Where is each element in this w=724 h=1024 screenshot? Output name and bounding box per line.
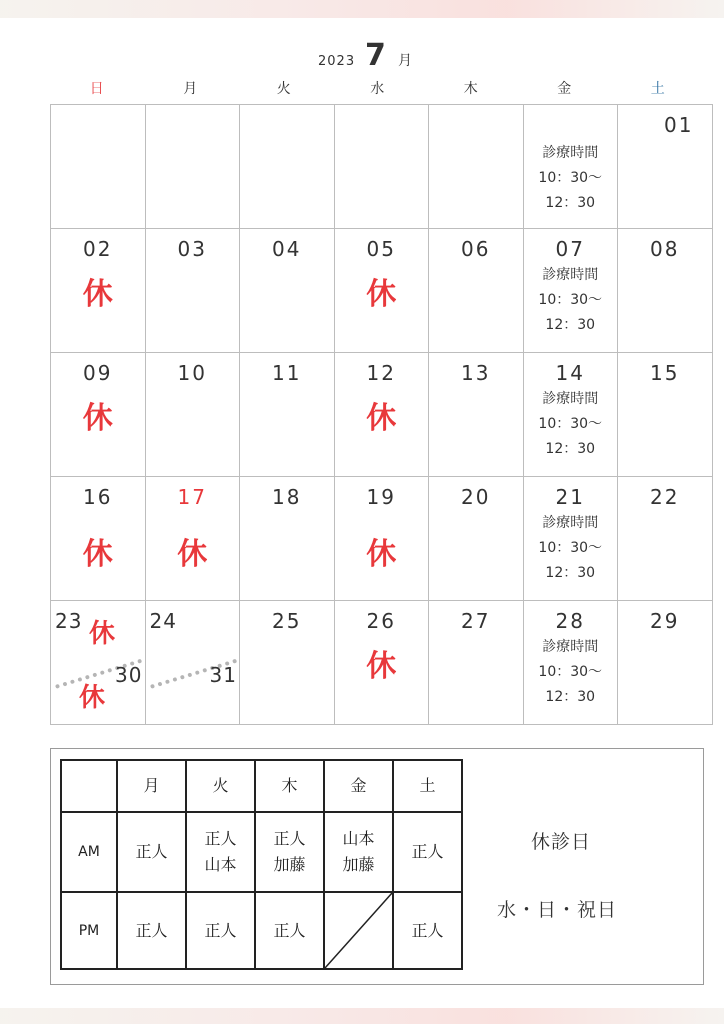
day-number: 31 [209, 663, 237, 687]
hours-label: 診療時間 [542, 267, 599, 283]
day-number: 10 [177, 361, 207, 385]
week-row [51, 229, 713, 353]
day-cell-14 [523, 353, 618, 477]
day-number: 23 [55, 609, 83, 633]
pm-sat: 正人 [393, 892, 462, 969]
hours-end: 12：30 [545, 689, 596, 705]
weekday-wed: 水 [370, 81, 385, 97]
hours-end: 12：30 [545, 565, 596, 581]
schedule-header-thu: 木 [255, 760, 324, 812]
day-number: 22 [650, 485, 680, 509]
week-row [51, 477, 713, 601]
year-label: 2023 [318, 54, 356, 69]
week-row [51, 601, 713, 725]
day-cell-21 [523, 477, 618, 601]
day-number: 29 [650, 609, 680, 633]
weekday-sun: 日 [89, 81, 104, 97]
day-cell-15 [618, 353, 713, 477]
hours-label: 診療時間 [542, 145, 599, 161]
day-cell-01 [618, 105, 713, 229]
pm-tue: 正人 [186, 892, 255, 969]
weekday-sat: 土 [650, 81, 665, 97]
closed-mark: 休 [89, 619, 116, 649]
closed-mark: 休 [366, 277, 397, 312]
closed-mark: 休 [177, 537, 208, 572]
weekday-fri: 金 [557, 81, 572, 97]
day-cell-28 [523, 601, 618, 725]
day-cell-03 [145, 229, 240, 353]
pm-label: PM [61, 892, 117, 969]
doctor-schedule-table [60, 759, 463, 970]
hours-end: 12：30 [545, 317, 596, 333]
day-cell-empty [334, 105, 429, 229]
day-cell-empty [240, 105, 335, 229]
day-number: 01 [664, 113, 694, 137]
day-number: 24 [149, 609, 177, 633]
day-cell-12 [334, 353, 429, 477]
hours-label: 診療時間 [542, 391, 599, 407]
pm-fri-none [324, 892, 393, 969]
day-cell-24-31 [145, 601, 240, 725]
day-number: 02 [83, 237, 113, 261]
day-number: 18 [272, 485, 302, 509]
closed-mark: 休 [82, 537, 113, 572]
hours-label: 診療時間 [542, 515, 599, 531]
closed-mark: 休 [366, 401, 397, 436]
hours-start: 10：30〜 [538, 664, 603, 680]
hours-start: 10：30〜 [538, 416, 603, 432]
am-sat: 正人 [393, 812, 462, 892]
am-label: AM [61, 812, 117, 892]
day-cell-18 [240, 477, 335, 601]
day-number-holiday: 17 [177, 485, 207, 509]
day-number: 20 [461, 485, 491, 509]
day-cell-09 [51, 353, 146, 477]
day-cell-10 [145, 353, 240, 477]
day-number: 27 [461, 609, 491, 633]
bottom-decoration-strip [0, 1008, 724, 1024]
day-number: 09 [83, 361, 113, 385]
day-cell-17 [145, 477, 240, 601]
calendar-grid [50, 104, 713, 725]
day-cell-25 [240, 601, 335, 725]
schedule-header-fri: 金 [324, 760, 393, 812]
hours-start: 10：30〜 [538, 540, 603, 556]
day-cell-02 [51, 229, 146, 353]
day-cell-27 [429, 601, 524, 725]
am-fri: 山本 加藤 [324, 812, 393, 892]
weekday-tue: 火 [276, 81, 291, 97]
closed-mark: 休 [366, 649, 397, 684]
hours-label: 診療時間 [542, 639, 599, 655]
day-number: 04 [272, 237, 302, 261]
day-cell-04 [240, 229, 335, 353]
day-cell-23-30 [51, 601, 146, 725]
month-number: 7 [365, 38, 386, 73]
hours-end: 12：30 [545, 195, 596, 211]
day-cell-empty [51, 105, 146, 229]
schedule-header-tue: 火 [186, 760, 255, 812]
day-cell-empty [429, 105, 524, 229]
closed-mark: 休 [82, 401, 113, 436]
weekday-mon: 月 [183, 81, 198, 97]
schedule-header-mon: 月 [117, 760, 186, 812]
closed-mark: 休 [366, 537, 397, 572]
day-cell-22 [618, 477, 713, 601]
day-cell-13 [429, 353, 524, 477]
day-cell-07 [523, 229, 618, 353]
day-number: 12 [366, 361, 396, 385]
day-number: 07 [555, 237, 585, 261]
hours-start: 10：30〜 [538, 292, 603, 308]
day-number: 15 [650, 361, 680, 385]
day-cell-empty [145, 105, 240, 229]
closed-mark: 休 [82, 277, 113, 312]
weekday-thu: 木 [463, 81, 478, 97]
closed-mark: 休 [79, 683, 106, 713]
am-tue: 正人 山本 [186, 812, 255, 892]
am-thu: 正人 加藤 [255, 812, 324, 892]
schedule-header-sat: 土 [393, 760, 462, 812]
day-number: 30 [115, 663, 143, 687]
week-row [51, 353, 713, 477]
day-cell-08 [618, 229, 713, 353]
pm-mon: 正人 [117, 892, 186, 969]
month-suffix: 月 [398, 53, 412, 69]
day-cell-06 [429, 229, 524, 353]
day-number: 13 [461, 361, 491, 385]
day-number: 06 [461, 237, 491, 261]
day-number: 28 [555, 609, 585, 633]
diagonal-slash [325, 893, 392, 968]
day-number: 14 [555, 361, 585, 385]
day-cell-29 [618, 601, 713, 725]
day-cell-26 [334, 601, 429, 725]
weekday-header-row [50, 78, 705, 100]
hours-start: 10：30〜 [538, 170, 603, 186]
day-cell-19 [334, 477, 429, 601]
day-number: 16 [83, 485, 113, 509]
day-number: 11 [272, 361, 302, 385]
day-cell-20 [429, 477, 524, 601]
day-number: 19 [366, 485, 396, 509]
am-mon: 正人 [117, 812, 186, 892]
closed-days-title: 休診日 [531, 831, 592, 853]
pm-thu: 正人 [255, 892, 324, 969]
schedule-corner [61, 760, 117, 812]
day-cell-16 [51, 477, 146, 601]
closed-days-list: 水・日・祝日 [497, 899, 618, 921]
calendar-header [0, 38, 724, 78]
day-number: 21 [555, 485, 585, 509]
day-cell-empty-hours [523, 105, 618, 229]
day-number: 05 [366, 237, 396, 261]
day-number: 26 [366, 609, 396, 633]
day-number: 25 [272, 609, 302, 633]
week-row [51, 105, 713, 229]
day-cell-11 [240, 353, 335, 477]
day-number: 03 [177, 237, 207, 261]
day-number: 08 [650, 237, 680, 261]
hours-end: 12：30 [545, 441, 596, 457]
schedule-panel [50, 748, 704, 985]
top-decoration-strip [0, 0, 724, 18]
day-cell-05 [334, 229, 429, 353]
